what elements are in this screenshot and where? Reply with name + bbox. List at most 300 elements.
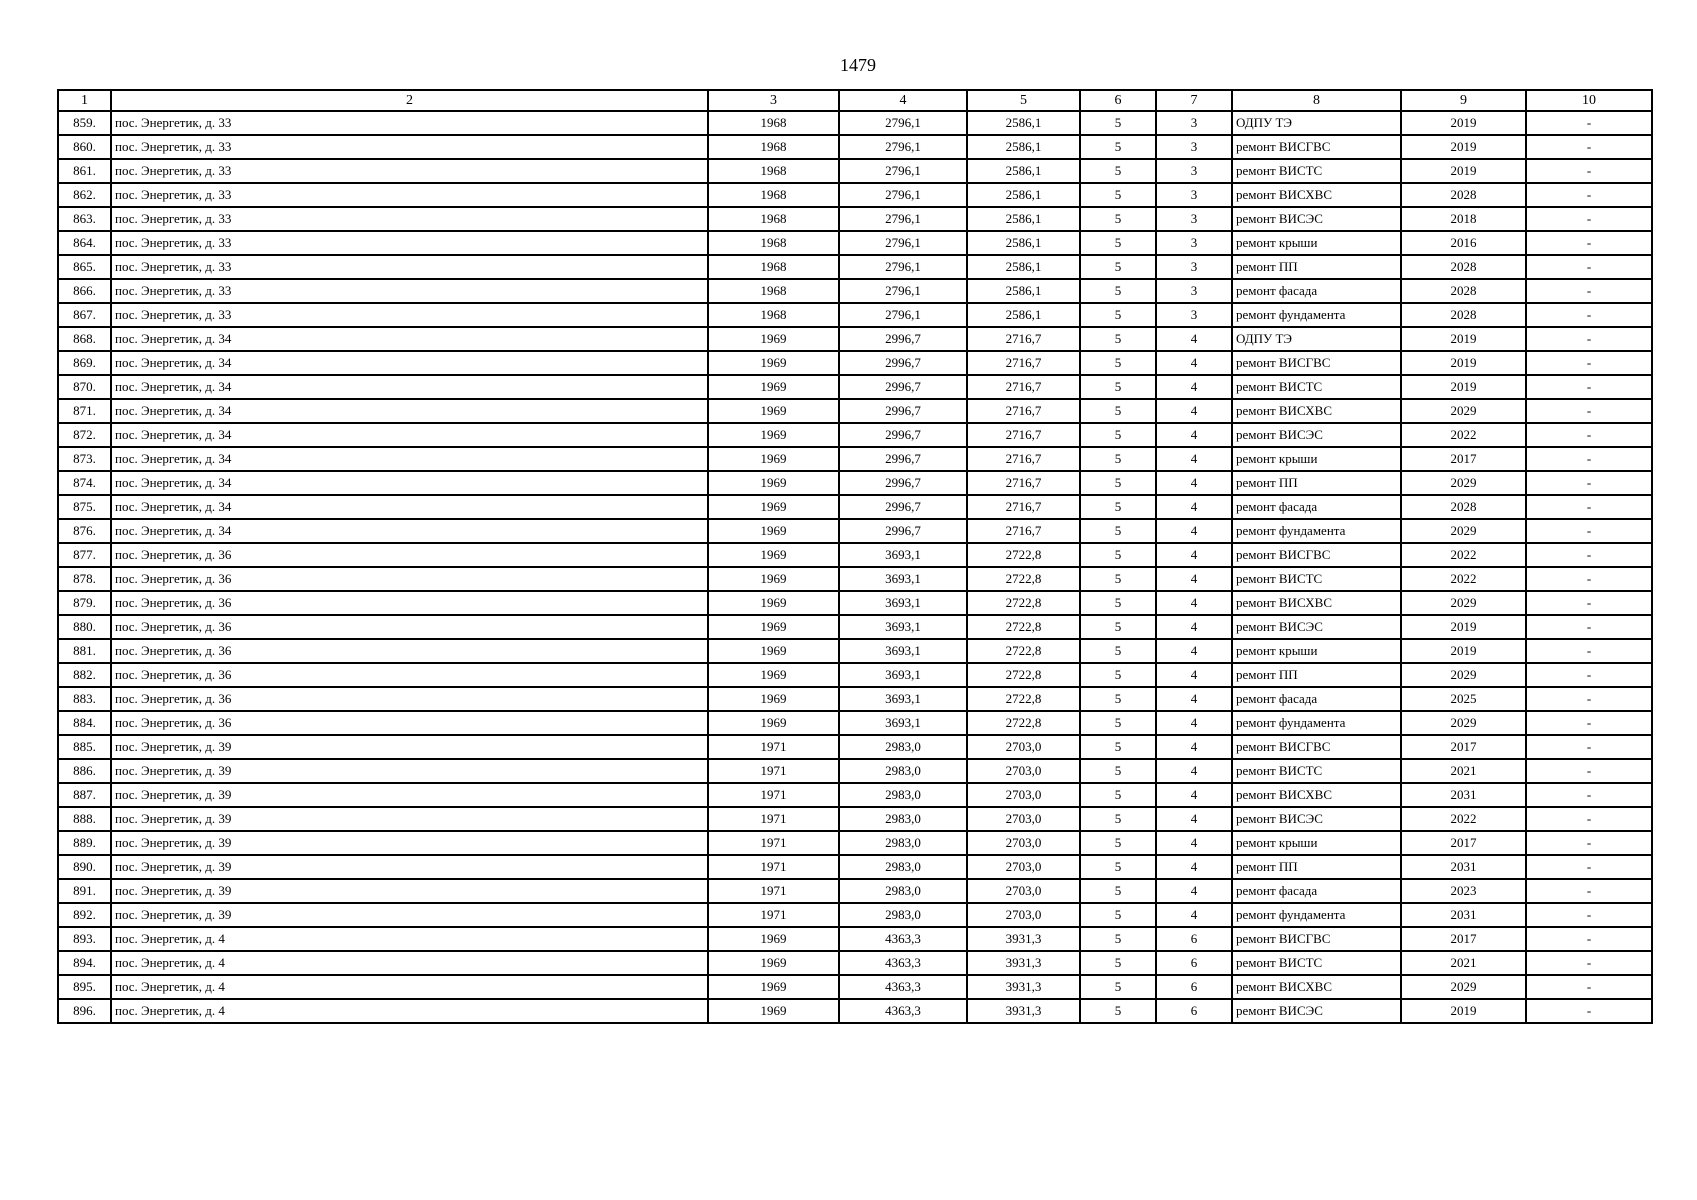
- header-row: [58, 90, 1652, 111]
- cell-col-year-planned: 2031: [1401, 903, 1526, 927]
- cell-col-year-planned: 2021: [1401, 951, 1526, 975]
- cell-col-year: 1969: [708, 663, 839, 687]
- cell-col-year: 1968: [708, 183, 839, 207]
- cell-col-year: 1969: [708, 975, 839, 999]
- cell-col-total-area: 2983,0: [839, 759, 967, 783]
- cell-col-col10: -: [1526, 423, 1652, 447]
- cell-col-number: 862.: [58, 183, 111, 207]
- cell-col-number: 892.: [58, 903, 111, 927]
- cell-col-entrances: 4: [1156, 759, 1232, 783]
- cell-col-total-area: 4363,3: [839, 927, 967, 951]
- cell-col-floors: 5: [1080, 975, 1156, 999]
- cell-col-col10: -: [1526, 783, 1652, 807]
- cell-col-floors: 5: [1080, 543, 1156, 567]
- cell-col-address: пос. Энергетик, д. 34: [111, 471, 708, 495]
- cell-col-entrances: 4: [1156, 351, 1232, 375]
- cell-col-floors: 5: [1080, 375, 1156, 399]
- cell-col-entrances: 4: [1156, 783, 1232, 807]
- cell-col-living-area: 2586,1: [967, 255, 1080, 279]
- cell-col-year: 1969: [708, 615, 839, 639]
- cell-col-number: 866.: [58, 279, 111, 303]
- cell-col-living-area: 2703,0: [967, 879, 1080, 903]
- cell-col-total-area: 2996,7: [839, 519, 967, 543]
- cell-col-living-area: 2586,1: [967, 231, 1080, 255]
- cell-col-living-area: 3931,3: [967, 951, 1080, 975]
- cell-col-work-type: ремонт фундамента: [1232, 711, 1401, 735]
- header-col-number: 1: [58, 90, 111, 111]
- cell-col-entrances: 6: [1156, 927, 1232, 951]
- table-row: [58, 447, 1652, 471]
- table-row: [58, 231, 1652, 255]
- cell-col-total-area: 2983,0: [839, 807, 967, 831]
- cell-col-address: пос. Энергетик, д. 36: [111, 615, 708, 639]
- table-row: [58, 495, 1652, 519]
- cell-col-living-area: 2703,0: [967, 735, 1080, 759]
- cell-col-year: 1969: [708, 999, 839, 1023]
- cell-col-year: 1969: [708, 687, 839, 711]
- header-col-year-planned: 9: [1401, 90, 1526, 111]
- cell-col-address: пос. Энергетик, д. 34: [111, 351, 708, 375]
- cell-col-year-planned: 2019: [1401, 375, 1526, 399]
- cell-col-floors: 5: [1080, 807, 1156, 831]
- cell-col-entrances: 4: [1156, 711, 1232, 735]
- cell-col-year: 1969: [708, 351, 839, 375]
- cell-col-total-area: 4363,3: [839, 975, 967, 999]
- cell-col-living-area: 2722,8: [967, 711, 1080, 735]
- cell-col-year-planned: 2029: [1401, 975, 1526, 999]
- cell-col-floors: 5: [1080, 591, 1156, 615]
- cell-col-entrances: 6: [1156, 951, 1232, 975]
- cell-col-entrances: 4: [1156, 543, 1232, 567]
- cell-col-number: 883.: [58, 687, 111, 711]
- cell-col-number: 864.: [58, 231, 111, 255]
- cell-col-address: пос. Энергетик, д. 33: [111, 231, 708, 255]
- cell-col-entrances: 4: [1156, 855, 1232, 879]
- cell-col-work-type: ремонт ВИСГВС: [1232, 135, 1401, 159]
- cell-col-total-area: 2796,1: [839, 303, 967, 327]
- cell-col-year-planned: 2019: [1401, 159, 1526, 183]
- cell-col-address: пос. Энергетик, д. 33: [111, 183, 708, 207]
- cell-col-work-type: ремонт ВИСХВС: [1232, 975, 1401, 999]
- cell-col-living-area: 2703,0: [967, 807, 1080, 831]
- cell-col-work-type: ремонт ВИСГВС: [1232, 543, 1401, 567]
- cell-col-address: пос. Энергетик, д. 34: [111, 495, 708, 519]
- cell-col-work-type: ремонт ВИСХВС: [1232, 591, 1401, 615]
- cell-col-work-type: ремонт ПП: [1232, 255, 1401, 279]
- table-row: [58, 975, 1652, 999]
- cell-col-address: пос. Энергетик, д. 33: [111, 303, 708, 327]
- cell-col-floors: 5: [1080, 927, 1156, 951]
- table-row: [58, 855, 1652, 879]
- cell-col-number: 863.: [58, 207, 111, 231]
- cell-col-year-planned: 2019: [1401, 351, 1526, 375]
- cell-col-address: пос. Энергетик, д. 39: [111, 831, 708, 855]
- table-body: [58, 111, 1652, 1023]
- cell-col-total-area: 2796,1: [839, 111, 967, 135]
- cell-col-number: 865.: [58, 255, 111, 279]
- cell-col-floors: 5: [1080, 183, 1156, 207]
- cell-col-floors: 5: [1080, 423, 1156, 447]
- cell-col-entrances: 4: [1156, 423, 1232, 447]
- table-row: [58, 735, 1652, 759]
- cell-col-work-type: ремонт ВИСЭС: [1232, 999, 1401, 1023]
- cell-col-total-area: 2796,1: [839, 159, 967, 183]
- cell-col-number: 894.: [58, 951, 111, 975]
- cell-col-living-area: 2586,1: [967, 159, 1080, 183]
- cell-col-col10: -: [1526, 831, 1652, 855]
- cell-col-year-planned: 2017: [1401, 735, 1526, 759]
- cell-col-living-area: 2716,7: [967, 519, 1080, 543]
- cell-col-total-area: 2996,7: [839, 495, 967, 519]
- cell-col-year-planned: 2017: [1401, 831, 1526, 855]
- cell-col-col10: -: [1526, 927, 1652, 951]
- cell-col-year: 1971: [708, 879, 839, 903]
- cell-col-number: 886.: [58, 759, 111, 783]
- header-col-total-area: 4: [839, 90, 967, 111]
- cell-col-address: пос. Энергетик, д. 39: [111, 783, 708, 807]
- cell-col-address: пос. Энергетик, д. 4: [111, 951, 708, 975]
- cell-col-entrances: 3: [1156, 183, 1232, 207]
- cell-col-work-type: ремонт фундамента: [1232, 303, 1401, 327]
- cell-col-col10: -: [1526, 447, 1652, 471]
- cell-col-year: 1971: [708, 903, 839, 927]
- cell-col-col10: -: [1526, 519, 1652, 543]
- cell-col-floors: 5: [1080, 639, 1156, 663]
- cell-col-number: 884.: [58, 711, 111, 735]
- cell-col-total-area: 2996,7: [839, 351, 967, 375]
- cell-col-work-type: ремонт крыши: [1232, 831, 1401, 855]
- cell-col-year-planned: 2029: [1401, 519, 1526, 543]
- cell-col-living-area: 2716,7: [967, 447, 1080, 471]
- cell-col-number: 881.: [58, 639, 111, 663]
- cell-col-col10: -: [1526, 375, 1652, 399]
- cell-col-living-area: 2586,1: [967, 207, 1080, 231]
- cell-col-floors: 5: [1080, 327, 1156, 351]
- cell-col-col10: -: [1526, 159, 1652, 183]
- cell-col-year: 1969: [708, 375, 839, 399]
- cell-col-number: 861.: [58, 159, 111, 183]
- table-row: [58, 615, 1652, 639]
- cell-col-year-planned: 2028: [1401, 495, 1526, 519]
- cell-col-floors: 5: [1080, 471, 1156, 495]
- cell-col-number: 891.: [58, 879, 111, 903]
- cell-col-col10: -: [1526, 327, 1652, 351]
- cell-col-year-planned: 2021: [1401, 759, 1526, 783]
- cell-col-year: 1971: [708, 783, 839, 807]
- table-row: [58, 423, 1652, 447]
- cell-col-living-area: 2722,8: [967, 663, 1080, 687]
- page-number: 1479: [840, 55, 876, 75]
- cell-col-work-type: ремонт ВИСХВС: [1232, 183, 1401, 207]
- cell-col-floors: 5: [1080, 999, 1156, 1023]
- header-col-col10: 10: [1526, 90, 1652, 111]
- cell-col-total-area: 2796,1: [839, 183, 967, 207]
- cell-col-work-type: ремонт фасада: [1232, 687, 1401, 711]
- cell-col-living-area: 2716,7: [967, 327, 1080, 351]
- cell-col-work-type: ремонт фасада: [1232, 879, 1401, 903]
- cell-col-year-planned: 2028: [1401, 279, 1526, 303]
- cell-col-year-planned: 2029: [1401, 711, 1526, 735]
- cell-col-address: пос. Энергетик, д. 36: [111, 639, 708, 663]
- cell-col-entrances: 4: [1156, 687, 1232, 711]
- cell-col-work-type: ОДПУ ТЭ: [1232, 111, 1401, 135]
- cell-col-living-area: 3931,3: [967, 999, 1080, 1023]
- cell-col-living-area: 2703,0: [967, 759, 1080, 783]
- cell-col-year-planned: 2022: [1401, 423, 1526, 447]
- table-row: [58, 183, 1652, 207]
- cell-col-total-area: 3693,1: [839, 687, 967, 711]
- cell-col-total-area: 2796,1: [839, 231, 967, 255]
- cell-col-year: 1969: [708, 519, 839, 543]
- cell-col-address: пос. Энергетик, д. 36: [111, 567, 708, 591]
- cell-col-floors: 5: [1080, 663, 1156, 687]
- cell-col-floors: 5: [1080, 351, 1156, 375]
- cell-col-floors: 5: [1080, 303, 1156, 327]
- cell-col-year: 1969: [708, 711, 839, 735]
- table-row: [58, 519, 1652, 543]
- cell-col-col10: -: [1526, 255, 1652, 279]
- cell-col-living-area: 2722,8: [967, 543, 1080, 567]
- table-row: [58, 903, 1652, 927]
- cell-col-floors: 5: [1080, 759, 1156, 783]
- cell-col-number: 885.: [58, 735, 111, 759]
- cell-col-total-area: 3693,1: [839, 567, 967, 591]
- cell-col-address: пос. Энергетик, д. 36: [111, 687, 708, 711]
- cell-col-year: 1968: [708, 111, 839, 135]
- cell-col-address: пос. Энергетик, д. 39: [111, 879, 708, 903]
- table-row: [58, 159, 1652, 183]
- cell-col-address: пос. Энергетик, д. 34: [111, 399, 708, 423]
- cell-col-address: пос. Энергетик, д. 4: [111, 999, 708, 1023]
- cell-col-entrances: 3: [1156, 279, 1232, 303]
- cell-col-entrances: 4: [1156, 567, 1232, 591]
- cell-col-living-area: 2703,0: [967, 831, 1080, 855]
- table-header: [58, 90, 1652, 111]
- table-row: [58, 711, 1652, 735]
- table-row: [58, 759, 1652, 783]
- cell-col-col10: -: [1526, 591, 1652, 615]
- cell-col-year: 1969: [708, 495, 839, 519]
- table-row: [58, 663, 1652, 687]
- cell-col-col10: -: [1526, 639, 1652, 663]
- cell-col-number: 859.: [58, 111, 111, 135]
- cell-col-number: 889.: [58, 831, 111, 855]
- cell-col-work-type: ремонт ВИСХВС: [1232, 399, 1401, 423]
- cell-col-year: 1969: [708, 951, 839, 975]
- cell-col-number: 860.: [58, 135, 111, 159]
- cell-col-entrances: 4: [1156, 879, 1232, 903]
- cell-col-col10: -: [1526, 351, 1652, 375]
- cell-col-col10: -: [1526, 975, 1652, 999]
- cell-col-entrances: 6: [1156, 975, 1232, 999]
- cell-col-year: 1969: [708, 591, 839, 615]
- cell-col-floors: 5: [1080, 831, 1156, 855]
- cell-col-living-area: 2716,7: [967, 399, 1080, 423]
- cell-col-year: 1968: [708, 279, 839, 303]
- cell-col-work-type: ремонт ВИСЭС: [1232, 807, 1401, 831]
- cell-col-total-area: 3693,1: [839, 591, 967, 615]
- cell-col-floors: 5: [1080, 207, 1156, 231]
- register-table: [57, 89, 1653, 1024]
- cell-col-floors: 5: [1080, 399, 1156, 423]
- table-row: [58, 111, 1652, 135]
- cell-col-living-area: 2716,7: [967, 351, 1080, 375]
- cell-col-living-area: 2586,1: [967, 111, 1080, 135]
- cell-col-entrances: 4: [1156, 807, 1232, 831]
- cell-col-year-planned: 2028: [1401, 303, 1526, 327]
- cell-col-entrances: 4: [1156, 903, 1232, 927]
- table-row: [58, 375, 1652, 399]
- cell-col-work-type: ремонт фасада: [1232, 279, 1401, 303]
- table-row: [58, 399, 1652, 423]
- cell-col-year: 1968: [708, 255, 839, 279]
- cell-col-year-planned: 2029: [1401, 471, 1526, 495]
- cell-col-address: пос. Энергетик, д. 33: [111, 135, 708, 159]
- cell-col-work-type: ремонт ВИСГВС: [1232, 735, 1401, 759]
- cell-col-year: 1969: [708, 327, 839, 351]
- cell-col-col10: -: [1526, 951, 1652, 975]
- cell-col-work-type: ремонт ВИСТС: [1232, 159, 1401, 183]
- cell-col-entrances: 6: [1156, 999, 1232, 1023]
- cell-col-address: пос. Энергетик, д. 39: [111, 855, 708, 879]
- cell-col-total-area: 2796,1: [839, 279, 967, 303]
- cell-col-col10: -: [1526, 231, 1652, 255]
- cell-col-work-type: ремонт фундамента: [1232, 519, 1401, 543]
- cell-col-floors: 5: [1080, 231, 1156, 255]
- header-col-entrances: 7: [1156, 90, 1232, 111]
- cell-col-address: пос. Энергетик, д. 34: [111, 519, 708, 543]
- cell-col-number: 872.: [58, 423, 111, 447]
- cell-col-year: 1969: [708, 543, 839, 567]
- cell-col-total-area: 4363,3: [839, 999, 967, 1023]
- cell-col-address: пос. Энергетик, д. 36: [111, 663, 708, 687]
- cell-col-entrances: 4: [1156, 735, 1232, 759]
- cell-col-total-area: 2983,0: [839, 903, 967, 927]
- cell-col-col10: -: [1526, 567, 1652, 591]
- cell-col-work-type: ремонт ПП: [1232, 471, 1401, 495]
- table-row: [58, 255, 1652, 279]
- cell-col-entrances: 4: [1156, 471, 1232, 495]
- cell-col-total-area: 2796,1: [839, 207, 967, 231]
- table-row: [58, 543, 1652, 567]
- header-col-work-type: 8: [1232, 90, 1401, 111]
- cell-col-number: 871.: [58, 399, 111, 423]
- cell-col-year-planned: 2025: [1401, 687, 1526, 711]
- table-row: [58, 303, 1652, 327]
- cell-col-address: пос. Энергетик, д. 4: [111, 975, 708, 999]
- cell-col-year-planned: 2029: [1401, 399, 1526, 423]
- cell-col-total-area: 2996,7: [839, 471, 967, 495]
- cell-col-number: 879.: [58, 591, 111, 615]
- cell-col-total-area: 2996,7: [839, 375, 967, 399]
- cell-col-address: пос. Энергетик, д. 39: [111, 807, 708, 831]
- cell-col-address: пос. Энергетик, д. 33: [111, 111, 708, 135]
- cell-col-work-type: ремонт ПП: [1232, 663, 1401, 687]
- cell-col-total-area: 2996,7: [839, 447, 967, 471]
- table-row: [58, 951, 1652, 975]
- cell-col-total-area: 3693,1: [839, 663, 967, 687]
- cell-col-entrances: 3: [1156, 231, 1232, 255]
- cell-col-col10: -: [1526, 687, 1652, 711]
- cell-col-year-planned: 2022: [1401, 543, 1526, 567]
- cell-col-col10: -: [1526, 615, 1652, 639]
- cell-col-floors: 5: [1080, 111, 1156, 135]
- cell-col-work-type: ОДПУ ТЭ: [1232, 327, 1401, 351]
- table-row: [58, 999, 1652, 1023]
- cell-col-year: 1971: [708, 831, 839, 855]
- cell-col-entrances: 4: [1156, 831, 1232, 855]
- cell-col-year: 1969: [708, 423, 839, 447]
- cell-col-col10: -: [1526, 759, 1652, 783]
- cell-col-floors: 5: [1080, 951, 1156, 975]
- cell-col-total-area: 3693,1: [839, 711, 967, 735]
- table-row: [58, 783, 1652, 807]
- cell-col-work-type: ремонт крыши: [1232, 447, 1401, 471]
- table-row: [58, 351, 1652, 375]
- cell-col-total-area: 2796,1: [839, 255, 967, 279]
- table-row: [58, 807, 1652, 831]
- cell-col-living-area: 3931,3: [967, 975, 1080, 999]
- cell-col-living-area: 2586,1: [967, 135, 1080, 159]
- cell-col-col10: -: [1526, 855, 1652, 879]
- cell-col-floors: 5: [1080, 519, 1156, 543]
- cell-col-year-planned: 2017: [1401, 447, 1526, 471]
- cell-col-year-planned: 2017: [1401, 927, 1526, 951]
- cell-col-year: 1969: [708, 639, 839, 663]
- cell-col-year: 1968: [708, 303, 839, 327]
- cell-col-work-type: ремонт ВИСГВС: [1232, 351, 1401, 375]
- cell-col-number: 888.: [58, 807, 111, 831]
- cell-col-year: 1969: [708, 399, 839, 423]
- cell-col-address: пос. Энергетик, д. 36: [111, 543, 708, 567]
- cell-col-total-area: 2983,0: [839, 735, 967, 759]
- cell-col-floors: 5: [1080, 711, 1156, 735]
- cell-col-living-area: 2716,7: [967, 495, 1080, 519]
- cell-col-floors: 5: [1080, 783, 1156, 807]
- cell-col-col10: -: [1526, 111, 1652, 135]
- cell-col-col10: -: [1526, 903, 1652, 927]
- header-col-living-area: 5: [967, 90, 1080, 111]
- cell-col-entrances: 4: [1156, 399, 1232, 423]
- cell-col-work-type: ремонт ПП: [1232, 855, 1401, 879]
- cell-col-floors: 5: [1080, 879, 1156, 903]
- cell-col-number: 873.: [58, 447, 111, 471]
- cell-col-year-planned: 2019: [1401, 135, 1526, 159]
- cell-col-year: 1968: [708, 207, 839, 231]
- table-row: [58, 591, 1652, 615]
- cell-col-year-planned: 2031: [1401, 855, 1526, 879]
- cell-col-address: пос. Энергетик, д. 34: [111, 375, 708, 399]
- cell-col-address: пос. Энергетик, д. 4: [111, 927, 708, 951]
- cell-col-work-type: ремонт ВИСТС: [1232, 567, 1401, 591]
- cell-col-number: 877.: [58, 543, 111, 567]
- table-row: [58, 135, 1652, 159]
- cell-col-year-planned: 2019: [1401, 999, 1526, 1023]
- cell-col-year-planned: 2018: [1401, 207, 1526, 231]
- cell-col-total-area: 2983,0: [839, 879, 967, 903]
- cell-col-entrances: 4: [1156, 615, 1232, 639]
- cell-col-col10: -: [1526, 279, 1652, 303]
- cell-col-floors: 5: [1080, 255, 1156, 279]
- cell-col-entrances: 3: [1156, 303, 1232, 327]
- cell-col-living-area: 2586,1: [967, 183, 1080, 207]
- cell-col-work-type: ремонт ВИСГВС: [1232, 927, 1401, 951]
- cell-col-year-planned: 2019: [1401, 111, 1526, 135]
- cell-col-work-type: ремонт ВИСТС: [1232, 759, 1401, 783]
- cell-col-living-area: 3931,3: [967, 927, 1080, 951]
- cell-col-address: пос. Энергетик, д. 33: [111, 159, 708, 183]
- table-row: [58, 927, 1652, 951]
